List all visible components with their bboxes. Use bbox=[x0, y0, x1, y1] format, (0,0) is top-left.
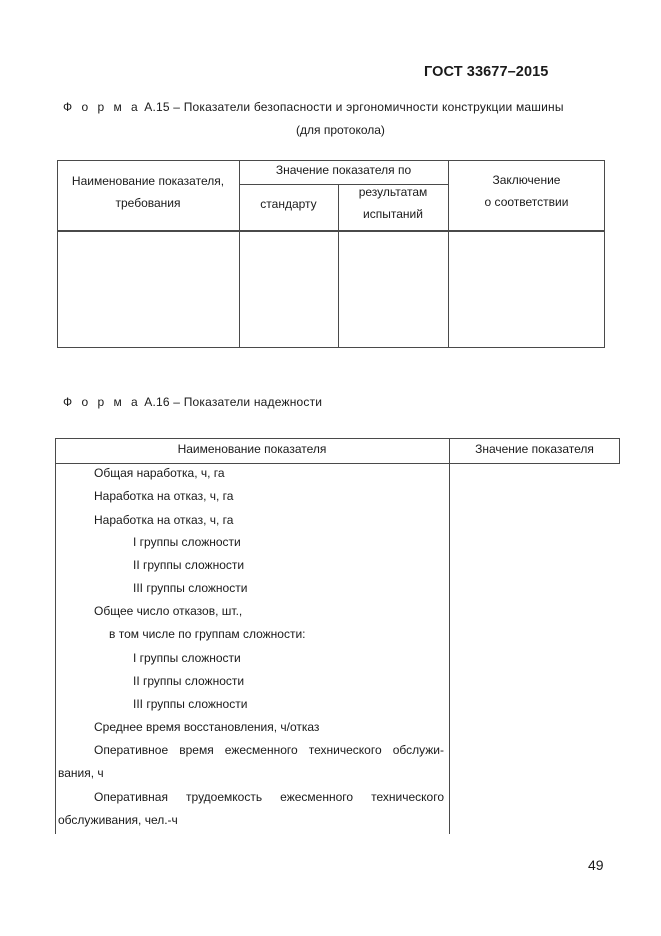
table-border-bottom bbox=[57, 347, 605, 348]
col-name-header: Наименование показателя bbox=[177, 442, 327, 456]
table-row: II группы сложности bbox=[133, 558, 245, 572]
header-separator bbox=[57, 230, 605, 232]
col-value-group-header: Значение показателя по bbox=[275, 163, 412, 177]
table-row: II группы сложности bbox=[133, 674, 245, 688]
column-divider bbox=[449, 438, 450, 834]
column-divider bbox=[239, 160, 240, 348]
table-row: обслуживания, чел.-ч bbox=[58, 813, 178, 827]
form16-prefix: Ф о р м а bbox=[63, 395, 141, 409]
form15-prefix: Ф о р м а bbox=[63, 100, 141, 114]
table-row: Оперативная трудоемкость ежесменного технического bbox=[94, 790, 444, 804]
form16-title: А.16 – Показатели надежности bbox=[140, 395, 323, 409]
form15-subcaption: (для протокола) bbox=[296, 123, 385, 137]
page-number: 49 bbox=[588, 857, 604, 873]
form16-caption bbox=[63, 395, 322, 409]
table-row: III группы сложности bbox=[133, 697, 248, 711]
form16-table bbox=[55, 438, 620, 834]
col-value-header: Значение показателя bbox=[475, 442, 594, 456]
table-row: Общее число отказов, шт., bbox=[94, 604, 243, 618]
table-row: Наработка на отказ, ч, га bbox=[94, 489, 234, 503]
table-row: III группы сложности bbox=[133, 581, 248, 595]
col-conclusion-header: Заключение о соответствии bbox=[484, 173, 569, 209]
header-separator bbox=[55, 463, 620, 464]
table-row: в том числе по группам сложности: bbox=[109, 627, 306, 641]
table-border-left bbox=[55, 438, 56, 834]
form15-caption bbox=[63, 100, 564, 114]
col-name-header: Наименование показателя, требования bbox=[71, 174, 225, 210]
table-row: вания, ч bbox=[58, 766, 104, 780]
table-row: I группы сложности bbox=[133, 535, 241, 549]
col-standard-header: стандарту bbox=[260, 197, 317, 211]
form15-title: А.15 – Показатели безопасности и эргономичности конструкции машины bbox=[140, 100, 564, 114]
col-results-header: результатам испытаний bbox=[358, 185, 428, 221]
form15-table bbox=[57, 160, 605, 348]
document-code: ГОСТ 33677–2015 bbox=[424, 64, 549, 80]
table-row: Наработка на отказ, ч, га bbox=[94, 513, 234, 527]
table-row: Среднее время восстановления, ч/отказ bbox=[94, 720, 320, 734]
table-row: Оперативное время ежесменного технического обслужи- bbox=[94, 743, 444, 757]
table-row: Общая наработка, ч, га bbox=[94, 466, 225, 480]
table-row: I группы сложности bbox=[133, 651, 241, 665]
